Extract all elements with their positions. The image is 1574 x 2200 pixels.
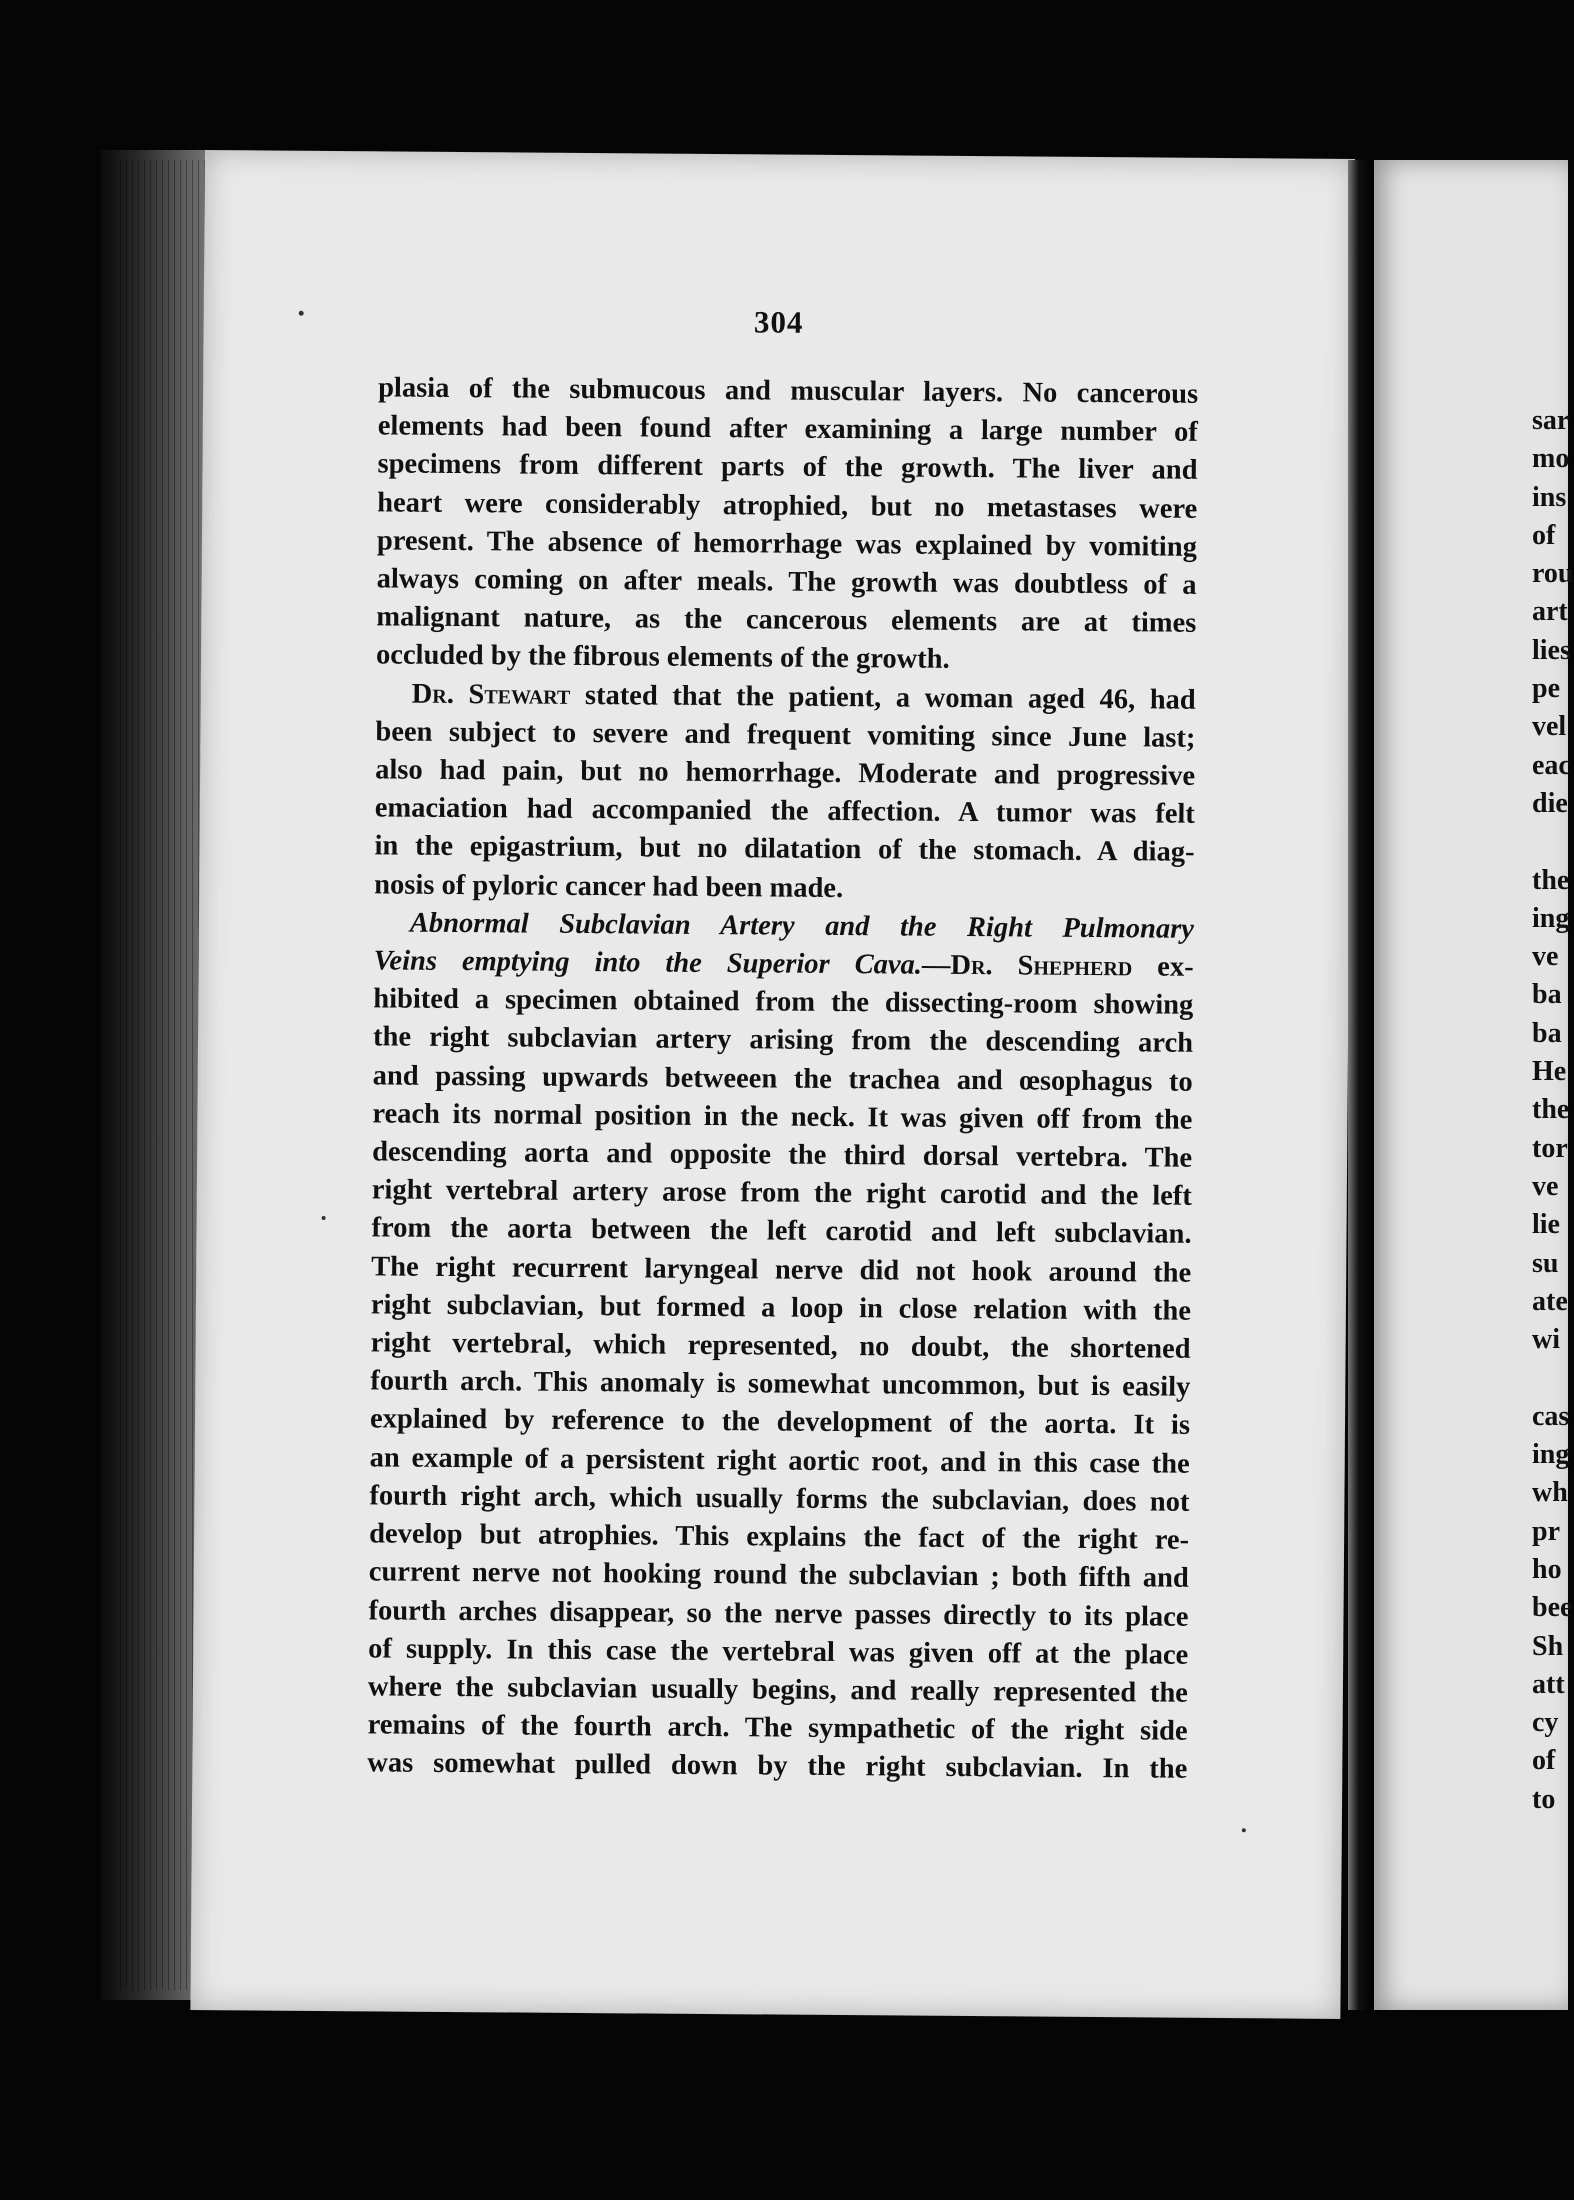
right-page-line-fragment: cy	[1532, 1707, 1559, 1739]
text-line: emaciation had accompanied the affection. A tumor was felt	[374, 792, 1195, 831]
paper-speck	[299, 311, 304, 316]
text-line: was somewhat pulled down by the right subclavian. In the	[367, 1747, 1188, 1786]
text-line: fourth right arch, which usually forms the subclavian, does not	[369, 1480, 1190, 1518]
text-line: been subject to severe and frequent vomiting since June last;	[375, 716, 1196, 754]
text-line: right vertebral, which represented, no doubt, the shortened	[370, 1327, 1191, 1365]
page-number: 304	[753, 304, 804, 340]
right-page-line-fragment: ins	[1532, 481, 1567, 513]
text-line: always coming on after meals. The growth was doubtless of a	[376, 563, 1197, 601]
right-page-line-fragment: the	[1532, 864, 1570, 896]
right-page-line-fragment: ba	[1532, 979, 1562, 1011]
text-line: remains of the fourth arch. The sympathetic of the right side	[367, 1709, 1188, 1747]
book-gutter	[1348, 160, 1374, 2010]
right-page-line-fragment: cas	[1532, 1400, 1570, 1432]
right-page-line-fragment: lies	[1532, 634, 1571, 666]
text-line: hibited a specimen obtained from the dissecting-room showing	[373, 983, 1194, 1022]
text-line: explained by reference to the development of the aorta. It is	[369, 1403, 1191, 1442]
text-line	[376, 675, 1196, 720]
text-line	[373, 942, 1193, 987]
text-line: specimens from different parts of the growth. The liver and	[377, 448, 1198, 487]
right-page-line-fragment: ate	[1532, 1285, 1568, 1317]
paper-speck	[322, 1216, 326, 1220]
text-line: The right recurrent laryngeal nerve did not hook around the	[371, 1251, 1192, 1289]
right-page-line-fragment: Sh	[1532, 1630, 1564, 1662]
page-body	[367, 369, 1198, 1789]
section-heading-line: Abnormal Subclavian Artery and the Right Pulmonary	[409, 907, 1195, 945]
text-line: current nerve not hooking round the subclavian ; both fifth and	[368, 1556, 1189, 1595]
right-page-line-fragment: wh	[1532, 1477, 1568, 1509]
right-page-line-fragment: die	[1532, 787, 1568, 819]
speaker-name: Dr. Stewart	[411, 678, 571, 711]
right-page-line-fragment: of	[1532, 1745, 1556, 1777]
text-line: also had pain, but no hemorrhage. Moderate and progressive	[375, 754, 1196, 792]
text-line: nosis of pyloric cancer had been made.	[374, 868, 844, 904]
text-line: fourth arches disappear, so the nerve passes directly to its place	[368, 1594, 1189, 1633]
text-line: plasia of the submucous and muscular layers. No cancerous	[378, 372, 1199, 410]
right-page-line-fragment: mo	[1532, 443, 1570, 475]
text-line: fourth arch. This anomaly is somewhat uncommon, but is easily	[370, 1365, 1191, 1404]
text-line: and passing upwards betweeen the trachea and œsophagus to	[372, 1060, 1193, 1098]
right-page-line-fragment: lie	[1532, 1209, 1560, 1241]
right-page-line-fragment: rou	[1532, 558, 1574, 590]
right-page-text	[1532, 402, 1574, 1819]
text-line: in the epigastrium, but no dilatation of the stomach. A diag-	[374, 830, 1195, 869]
right-page-line-fragment: vel	[1532, 711, 1567, 743]
text-line: malignant nature, as the cancerous elements are at times	[376, 601, 1197, 640]
text-line: right subclavian, but formed a loop in close relation with the	[370, 1289, 1192, 1327]
text-line: elements had been found after examining a large number of	[377, 410, 1198, 449]
right-page-line-fragment: ve	[1532, 941, 1559, 973]
em-dash: —	[921, 949, 951, 981]
right-page-line-fragment: bee	[1532, 1592, 1573, 1624]
right-page-line-fragment: to	[1532, 1783, 1556, 1815]
right-page-line-fragment: art	[1532, 596, 1568, 628]
section-heading-line: Veins emptying into the Superior Cava.	[373, 945, 923, 981]
right-page-line-fragment: pe	[1532, 673, 1560, 705]
paragraph-stewart	[374, 675, 1196, 911]
paper-speck	[1242, 1828, 1246, 1832]
right-page-line-fragment: ing	[1532, 902, 1570, 934]
text-line: right vertebral artery arose from the right carotid and the left	[371, 1174, 1192, 1213]
right-page-fragment	[1374, 160, 1574, 2010]
text-line: descending aorta and opposite the third dorsal vertebra. The	[372, 1136, 1193, 1174]
text-line: of supply. In this case the vertebral was given off at the place	[368, 1633, 1189, 1671]
right-page-line-fragment: He	[1532, 1056, 1567, 1088]
paragraph-gap	[1532, 823, 1574, 861]
left-page	[190, 150, 1355, 2019]
right-page-line-fragment: sar	[1532, 405, 1570, 436]
text-fragment: stated that the patient, a woman aged 46, had	[584, 679, 1196, 716]
right-page-line-fragment: su	[1532, 1247, 1559, 1279]
right-page-line-fragment: eac	[1532, 749, 1571, 781]
text-line: the right subclavian artery arising from the descending arch	[372, 1021, 1194, 1060]
right-page-line-fragment: ho	[1532, 1553, 1562, 1585]
text-line: develop but atrophies. This explains the fact of the right re-	[369, 1518, 1190, 1556]
right-page-line-fragment: ve	[1532, 1170, 1559, 1202]
text-line: heart were considerably atrophied, but no metastases were	[377, 486, 1198, 525]
text-line: occluded by the fibrous elements of the growth.	[375, 639, 950, 676]
text-line: from the aorta between the left carotid and left subclavian.	[371, 1212, 1192, 1251]
right-page-line-fragment: the	[1532, 1094, 1570, 1126]
right-page-line-fragment: pr	[1532, 1515, 1560, 1547]
paragraph-gap	[1532, 1359, 1574, 1397]
right-page-line-fragment: att	[1532, 1668, 1565, 1700]
text-line: where the subclavian usually begins, and really represented the	[367, 1671, 1189, 1709]
paragraph-shepherd	[367, 904, 1194, 1789]
right-page-line-fragment: wi	[1532, 1324, 1560, 1356]
speaker-name: Dr. Shepherd	[950, 949, 1133, 983]
text-line: present. The absence of hemorrhage was explained by vomiting	[376, 525, 1198, 563]
text-line: an example of a persistent right aortic root, and in this case the	[369, 1442, 1190, 1480]
right-page-line-fragment: tor	[1532, 1132, 1568, 1164]
text-line: reach its normal position in the neck. It was given off from the	[372, 1098, 1193, 1136]
right-page-line-fragment: ba	[1532, 1017, 1562, 1049]
right-page-line-fragment: of	[1532, 519, 1556, 551]
text-fragment: ex-	[1157, 951, 1194, 983]
paragraph-continuation	[376, 369, 1198, 681]
right-page-line-fragment: ing	[1532, 1439, 1570, 1471]
